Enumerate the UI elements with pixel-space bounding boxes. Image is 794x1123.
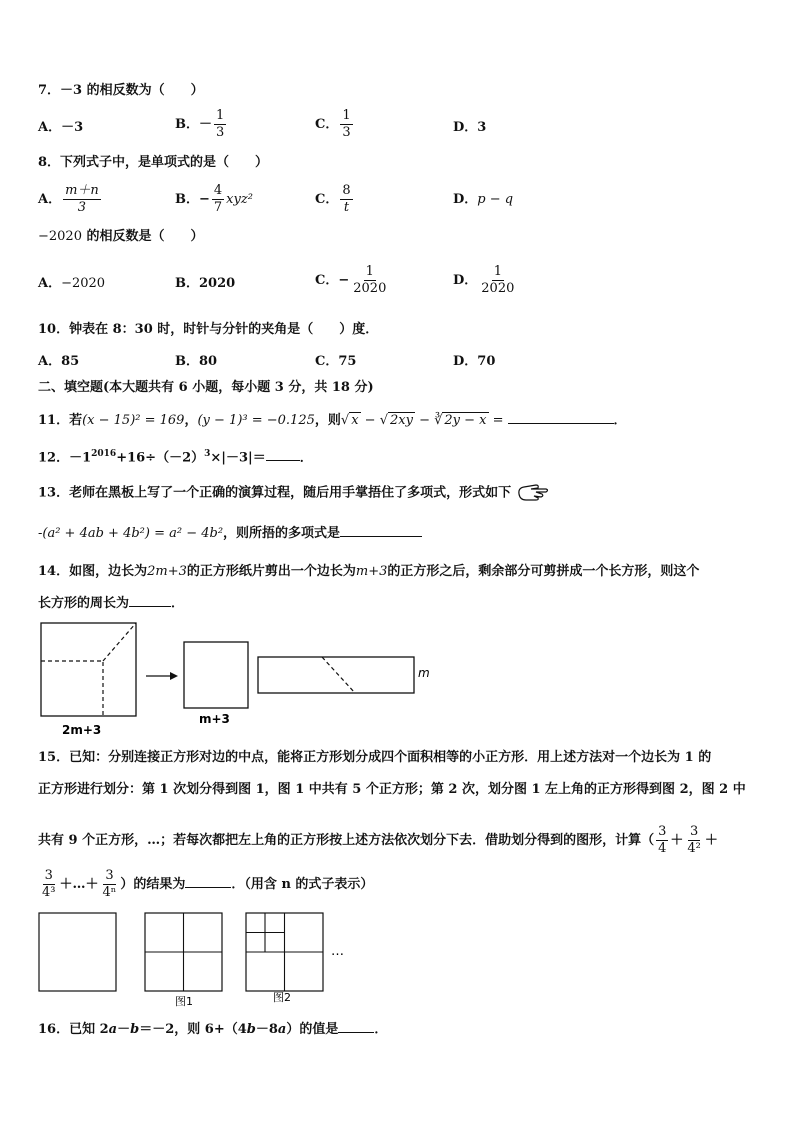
q14-rect-dash xyxy=(322,657,355,693)
q11-end: ． xyxy=(613,413,627,428)
q8-c-fraction xyxy=(340,183,352,216)
q14-line1-b: 的正方形纸片剪出一个边长为 xyxy=(186,564,356,579)
q16-answer-blank[interactable] xyxy=(338,1019,374,1033)
q15-ellipsis: … xyxy=(331,944,344,959)
q13-line1 xyxy=(38,482,550,504)
q15-plus-2: ＋ xyxy=(704,833,718,848)
q14-diagonal-cut xyxy=(103,623,136,661)
q8-option-b xyxy=(175,183,253,216)
q12-prefix: 12．－1 xyxy=(38,450,92,466)
q15-frac-3 xyxy=(40,868,57,901)
q15-line3 xyxy=(38,824,718,857)
q16-prefix: 16．已知 2 xyxy=(38,1022,109,1037)
q7-option-c xyxy=(315,108,355,141)
q15-line4 xyxy=(38,868,373,901)
q15-line4-rest: ）的结果为 xyxy=(120,877,186,892)
q15-line4-end: ．（用含 n 的式子表示） xyxy=(231,877,374,892)
q15-f3-den: 4³ xyxy=(42,885,56,900)
q7-b-fraction xyxy=(214,108,226,141)
q9-d-prefix: D． xyxy=(453,273,478,288)
q8-b-num: 4 xyxy=(213,183,223,198)
q11 xyxy=(38,410,627,431)
q10-option-a: A．85 xyxy=(38,354,80,369)
q8-a-prefix: A． xyxy=(38,192,62,207)
q12-end: ． xyxy=(299,450,313,466)
q8-b-prefix: B．− xyxy=(175,192,210,207)
q9-c-den: 2020 xyxy=(353,281,387,296)
q14-figure xyxy=(0,615,794,745)
q10-option-b: B．80 xyxy=(175,354,218,369)
q15-f3-num: 3 xyxy=(44,868,53,883)
q9-d-num: 1 xyxy=(493,264,502,279)
q10-option-c: C．75 xyxy=(315,354,357,369)
q12 xyxy=(38,444,313,468)
q9-a-prefix: A． xyxy=(38,276,62,291)
q13-line2 xyxy=(38,523,422,544)
q12-mid: +16÷（－2） xyxy=(116,450,205,466)
q14-expr2: m+3 xyxy=(355,564,388,579)
q8-b-fraction xyxy=(212,183,224,216)
q8-stem: 8．下列式子中，是单项式的是（ ） xyxy=(38,155,269,170)
q15-square-initial xyxy=(39,913,116,991)
q9-d-fraction xyxy=(479,264,516,297)
q15-figures xyxy=(0,905,794,1015)
q15-f2-den: 4² xyxy=(687,841,701,856)
q14-mid-square xyxy=(184,642,248,708)
q15-frac-2 xyxy=(685,824,702,857)
q9-option-d xyxy=(453,264,518,297)
q15-f2-num: 3 xyxy=(690,824,699,839)
q14-line1 xyxy=(38,562,699,582)
q15-line3-text: 共有 9 个正方形，…；若每次都把左上角的正方形按上述方法依次划分下去．借助划分得到的图形，计算（ xyxy=(38,833,655,848)
q11-radicals xyxy=(341,412,504,428)
q16-b: b xyxy=(130,1022,140,1037)
q11-sqrt-2xy: 2xy xyxy=(389,413,413,428)
q14-expr1: 2m+3 xyxy=(147,564,187,579)
q8-option-d xyxy=(453,190,513,210)
q9-option-a xyxy=(38,274,105,294)
q9-c-num: 1 xyxy=(365,264,374,279)
q11-equals: = xyxy=(488,413,504,428)
q7-c-den: 3 xyxy=(342,125,351,140)
q14-line2-text: 长方形的周长为 xyxy=(38,596,130,611)
q11-cbrt-2y-x: 2y − x xyxy=(444,413,487,428)
q15-answer-blank[interactable] xyxy=(185,874,231,888)
q14-label-mid: m+3 xyxy=(199,712,230,726)
q8-d-prefix: D． xyxy=(453,192,478,207)
q7-c-prefix: C． xyxy=(315,117,339,132)
q15-f4-num: 3 xyxy=(105,868,114,883)
hand-icon xyxy=(516,482,550,504)
q16-mid1: － xyxy=(117,1022,131,1037)
q11-expr2: (y − 1)³ = −0.125 xyxy=(197,413,315,428)
q14-label-rect: m xyxy=(418,666,430,680)
q14-line2 xyxy=(38,593,184,614)
q13-expr: -(a² + 4ab + 4b²) = a² − 4b² xyxy=(38,526,224,541)
q14-rectangle xyxy=(258,657,414,693)
q9-c-fraction xyxy=(351,264,388,297)
q9-d-den: 2020 xyxy=(481,281,515,296)
q15-fig2-label: 图2 xyxy=(273,991,291,1004)
q15-line2: 正方形进行划分：第 1 次划分得到图 1，图 1 中共有 5 个正方形；第 2 次，划分图 1 左上角的正方形得到图 2，图 2 中 xyxy=(38,782,746,797)
q15-line1: 15．已知：分别连接正方形对边的中点，能将正方形划分成四个面积相等的小正方形．用上述方法对一个边长为 1 的 xyxy=(38,750,712,765)
q16-mid2: ＝－2，则 6+（4 xyxy=(139,1022,247,1037)
q7-c-fraction xyxy=(340,108,352,141)
q13-answer-blank[interactable] xyxy=(340,523,422,537)
q10-stem: 10．钟表在 8：30 时，时针与分针的夹角是（ ）度． xyxy=(38,322,379,337)
q12-sup2: 3 xyxy=(204,449,211,459)
q11-sqrt-sign-2: − √ xyxy=(360,413,388,428)
q8-a-den: 3 xyxy=(77,200,87,215)
q16-a: a xyxy=(108,1022,118,1037)
q11-sep: ， xyxy=(184,413,198,428)
q11-mid: ，则 xyxy=(314,413,341,428)
q15-plus-1: ＋ xyxy=(670,833,684,848)
q14-label-big: 2m+3 xyxy=(62,723,102,737)
q11-prefix: 11．若 xyxy=(38,413,83,428)
q8-c-num: 8 xyxy=(342,183,351,198)
q8-d-expr: p − q xyxy=(477,192,514,207)
q15-f1-num: 3 xyxy=(658,824,667,839)
q15-fig1-label: 图1 xyxy=(175,995,193,1008)
q11-cbrt-sign: − ∛ xyxy=(414,413,443,428)
q12-answer-blank[interactable] xyxy=(266,447,300,461)
q7-c-num: 1 xyxy=(342,108,351,123)
q15-dots: ＋…＋ xyxy=(59,877,99,892)
q14-line1-a: 14．如图，边长为 xyxy=(38,564,148,579)
q9-option-c xyxy=(315,264,390,297)
q14-cut-line xyxy=(41,661,103,716)
q7-b-num: 1 xyxy=(216,108,225,123)
q7-option-d: D．3 xyxy=(453,120,487,135)
q11-sqrt-x: x xyxy=(351,413,359,428)
q8-b-tail: xyz² xyxy=(226,192,253,207)
q9-stem-rest: 的相反数是（ ） xyxy=(81,229,204,244)
q8-a-fraction xyxy=(63,183,101,216)
q12-tail: ×|－3|＝ xyxy=(210,450,266,466)
q7-stem: 7．－3 的相反数为（ ） xyxy=(38,83,204,98)
q15-f4-den: 4ⁿ xyxy=(102,885,117,900)
q15-frac-4 xyxy=(101,868,119,901)
q13-rest: ，则所捂的多项式是 xyxy=(223,526,341,541)
q7-b-prefix: B．－ xyxy=(175,117,212,132)
q16-b2: b xyxy=(246,1022,256,1037)
q16-tail: ）的值是 xyxy=(286,1022,339,1037)
q11-answer-blank[interactable] xyxy=(508,410,614,424)
q10-option-d: D．70 xyxy=(453,354,496,369)
q9-a-expr: −2020 xyxy=(61,276,106,291)
q7-option-a: A．－3 xyxy=(38,120,84,135)
q16-end: ． xyxy=(374,1022,388,1037)
q8-c-prefix: C． xyxy=(315,192,339,207)
q11-expr1: (x − 15)² = 169 xyxy=(82,413,185,428)
arrow-right-icon xyxy=(170,672,178,680)
q8-option-a xyxy=(38,183,103,216)
q11-sqrt-sign-1: √ xyxy=(340,413,350,428)
q16 xyxy=(38,1019,387,1040)
q14-end: ． xyxy=(171,596,185,611)
q12-sup1: 2016 xyxy=(91,449,117,459)
section-2-heading: 二、填空题(本大题共有 6 小题，每小题 3 分，共 18 分) xyxy=(38,380,374,395)
q7-option-b xyxy=(175,108,228,141)
q14-answer-blank[interactable] xyxy=(129,593,171,607)
q9-stem-expr: −2020 xyxy=(38,229,82,244)
q8-b-den: 7 xyxy=(213,200,223,215)
q14-line1-c: 的正方形之后，剩余部分可剪拼成一个长方形，则这个 xyxy=(387,564,700,579)
q9-option-b: B．2020 xyxy=(175,276,236,291)
q14-big-square xyxy=(41,623,136,716)
q16-mid3: －8 xyxy=(255,1022,278,1037)
q8-option-c xyxy=(315,183,355,216)
q16-a2: a xyxy=(277,1022,287,1037)
q9-stem xyxy=(38,227,204,247)
q8-a-num: m＋n xyxy=(65,183,99,198)
q13-line1-text: 13．老师在黑板上写了一个正确的演算过程，随后用手掌捂住了多项式，形式如下 xyxy=(38,485,512,501)
q7-b-den: 3 xyxy=(216,125,225,140)
q15-f1-den: 4 xyxy=(658,841,667,856)
q9-c-prefix: C．− xyxy=(315,273,350,288)
q15-frac-1 xyxy=(656,824,668,857)
q8-c-den: t xyxy=(343,200,350,215)
